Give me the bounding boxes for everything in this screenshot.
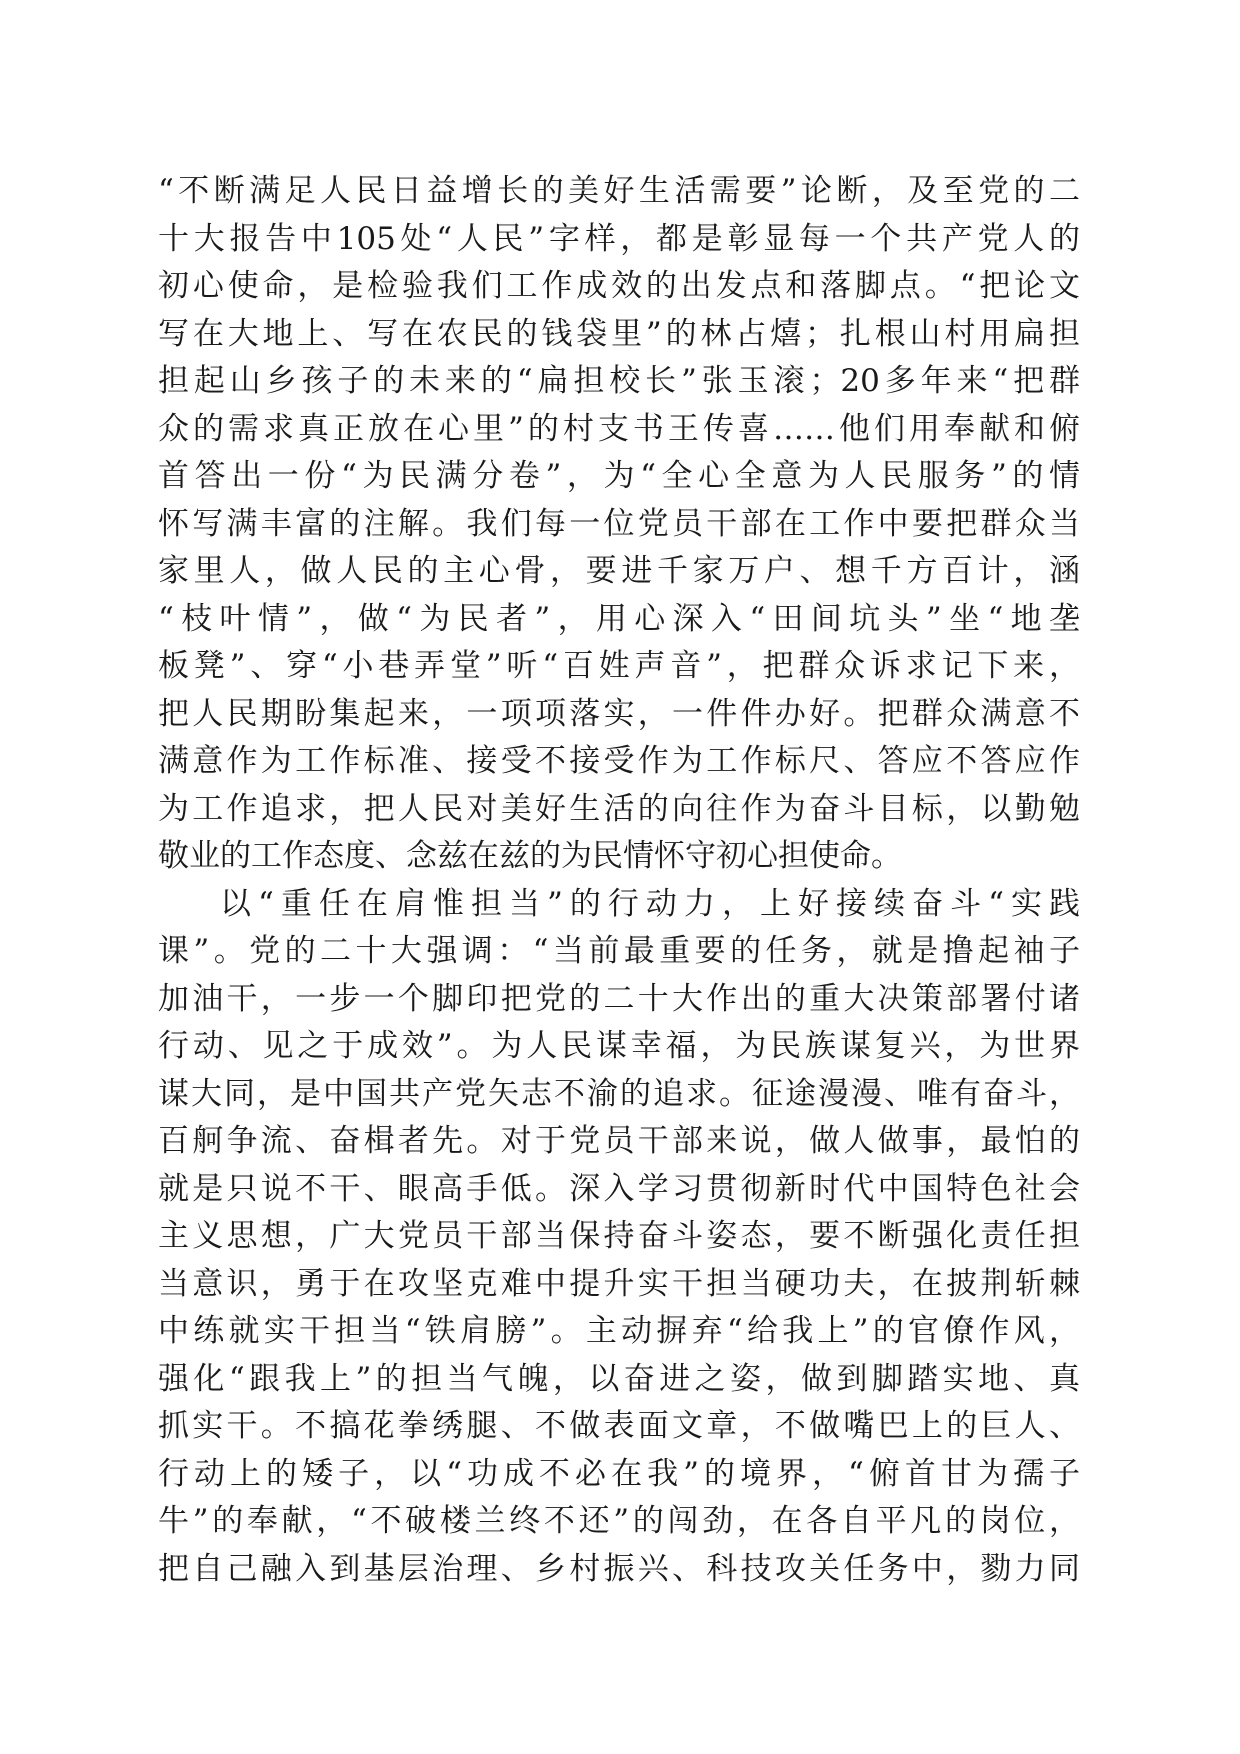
paragraph-2-line: 抓实干。不搞花拳绣腿、不做表面文章，不做嘴巴上的巨人、 xyxy=(158,1408,1080,1444)
paragraph-1-line: 担起山乡孩子的未来的“扁担校长”张玉滚；20多年来“把群 xyxy=(158,363,1080,399)
paragraph-1 xyxy=(158,168,1080,881)
paragraph-1-line: 十大报告中105处“人民”字样，都是彰显每一个共产党人的 xyxy=(158,220,1080,257)
paragraph-2-line: 中练就实干担当“铁肩膀”。主动摒弃“给我上”的官僚作风， xyxy=(158,1313,1080,1349)
paragraph-1-line: “不断满足人民日益增长的美好生活需要”论断，及至党的二 xyxy=(158,173,1080,209)
paragraph-2-line: 行动上的矮子，以“功成不必在我”的境界，“俯首甘为孺子 xyxy=(158,1455,1080,1492)
paragraph-1-line: 为工作追求，把人民对美好生活的向往作为奋斗目标，以勤勉 xyxy=(158,790,1080,827)
paragraph-1-line: 怀写满丰富的注解。我们每一位党员干部在工作中要把群众当 xyxy=(158,505,1080,542)
paragraph-1-line: 众的需求真正放在心里”的村支书王传喜……他们用奉献和俯 xyxy=(158,410,1080,447)
paragraph-2-line: 以“重任在肩惟担当”的行动力，上好接续奋斗“实践 xyxy=(220,885,1080,922)
paragraph-2-line: 加油干，一步一个脚印把党的二十大作出的重大决策部署付诸 xyxy=(158,980,1080,1017)
paragraph-2-line: 就是只说不干、眼高手低。深入学习贯彻新时代中国特色社会 xyxy=(158,1170,1080,1207)
paragraph-2-line: 当意识，勇于在攻坚克难中提升实干担当硬功夫，在披荆斩棘 xyxy=(158,1265,1080,1302)
paragraph-2-line: 牛”的奉献，“不破楼兰终不还”的闯劲，在各自平凡的岗位， xyxy=(158,1503,1080,1539)
body-text xyxy=(158,168,1080,1593)
paragraph-1-line: 板凳”、穿“小巷弄堂”听“百姓声音”，把群众诉求记下来， xyxy=(158,648,1080,684)
paragraph-1-line: 初心使命，是检验我们工作成效的出发点和落脚点。“把论文 xyxy=(158,268,1080,304)
paragraph-2-line: 行动、见之于成效”。为人民谋幸福，为民族谋复兴，为世界 xyxy=(158,1028,1080,1064)
paragraph-1-line: 把人民期盼集起来，一项项落实，一件件办好。把群众满意不 xyxy=(158,695,1080,732)
paragraph-2-line: 强化“跟我上”的担当气魄，以奋进之姿，做到脚踏实地、真 xyxy=(158,1360,1080,1397)
paragraph-2-line: 把自己融入到基层治理、乡村振兴、科技攻关任务中，勠力同 xyxy=(158,1550,1080,1587)
paragraph-2-line: 课”。党的二十大强调：“当前最重要的任务，就是撸起袖子 xyxy=(158,933,1080,969)
paragraph-1-line: 家里人，做人民的主心骨，要进千家万户、想千方百计，涵 xyxy=(158,553,1080,589)
paragraph-2-line: 百舸争流、奋楫者先。对于党员干部来说，做人做事，最怕的 xyxy=(158,1123,1080,1159)
paragraph-2 xyxy=(158,881,1080,1594)
paragraph-1-line: 首答出一份“为民满分卷”，为“全心全意为人民服务”的情 xyxy=(158,458,1080,494)
paragraph-1-line: 敬业的工作态度、念兹在兹的为民情怀守初心担使命。 xyxy=(158,838,902,874)
paragraph-1-line: 写在大地上、写在农民的钱袋里”的林占熺；扎根山村用扁担 xyxy=(158,315,1080,352)
paragraph-2-line: 谋大同，是中国共产党矢志不渝的追求。征途漫漫、唯有奋斗， xyxy=(158,1075,1080,1112)
paragraph-1-line: 满意作为工作标准、接受不接受作为工作标尺、答应不答应作 xyxy=(158,743,1080,779)
paragraph-1-line: “枝叶情”，做“为民者”，用心深入“田间坑头”坐“地垄 xyxy=(158,600,1080,637)
paragraph-2-line: 主义思想，广大党员干部当保持奋斗姿态，要不断强化责任担 xyxy=(158,1218,1080,1254)
